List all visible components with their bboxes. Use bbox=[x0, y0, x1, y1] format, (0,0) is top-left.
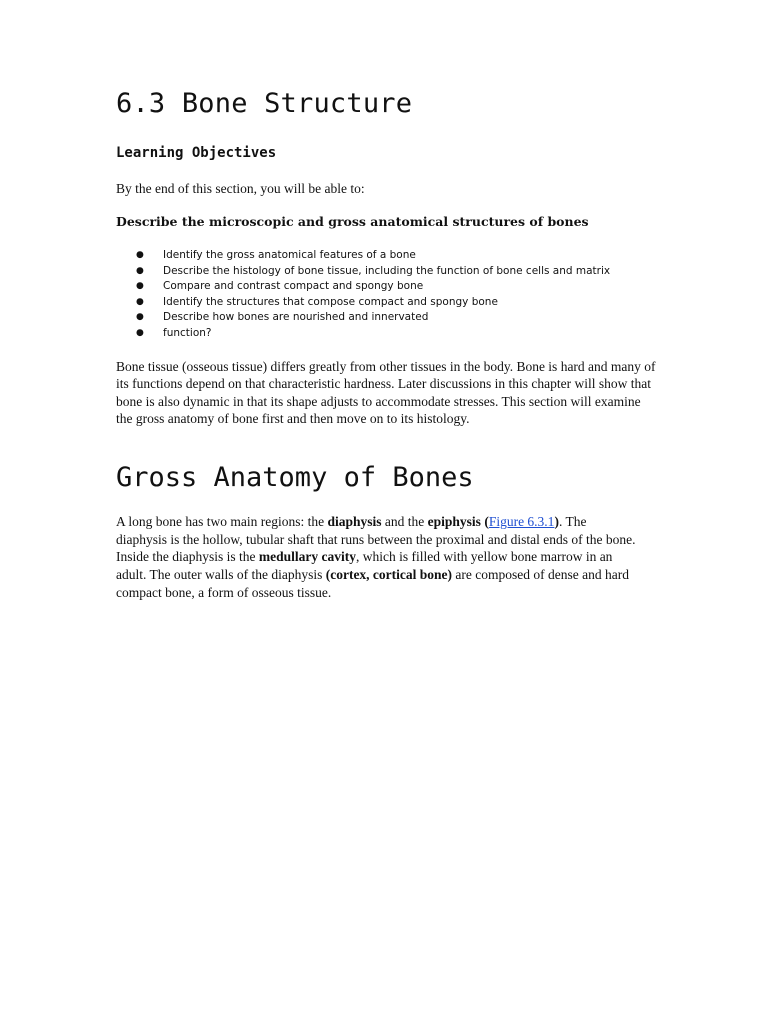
bullet-icon: ● bbox=[136, 250, 144, 260]
paren-open: ( bbox=[480, 514, 489, 529]
term-cortex: (cortex, cortical bone) bbox=[325, 567, 453, 583]
learning-objectives-heading: Learning Objectives bbox=[116, 145, 277, 161]
term-diaphysis: diaphysis bbox=[327, 514, 382, 529]
paragraph-text: . The diaphysis is the hollow, tubular shaft that runs between the proximal and distal ends of the bone. Inside the diaphysis is the bbox=[116, 514, 636, 565]
list-item bbox=[136, 248, 610, 264]
objective-text: Describe the histology of bone tissue, including the function of bone cells and matrix bbox=[163, 264, 611, 277]
paragraph-text: , which is filled with yellow bone marrow in an adult. The outer walls of the diaphysis bbox=[116, 549, 613, 583]
bullet-icon: ● bbox=[136, 265, 144, 276]
list-item bbox=[136, 326, 610, 342]
bullet-icon: ● bbox=[136, 327, 144, 338]
bullet-icon: ● bbox=[136, 296, 144, 307]
objective-text: Identify the structures that compose compact and spongy bone bbox=[163, 295, 498, 308]
objective-text: Identify the gross anatomical features of a bone bbox=[163, 249, 416, 261]
objective-text: Compare and contrast compact and spongy bone bbox=[163, 280, 424, 292]
paragraph-text: and the bbox=[381, 514, 428, 529]
term-epiphysis: epiphysis bbox=[427, 514, 481, 529]
bone-tissue-paragraph: Bone tissue (osseous tissue) differs greatly from other tissues in the body. Bone is hard and many of its functions depend on that characteristic hardness. Later discussions in this chapter will show that bone is also dynamic in that its shape adjusts to accommodate stresses. This section will examine the gross anatomy of bone first and then move on to its histology. bbox=[116, 359, 656, 426]
section-heading: Gross Anatomy of Bones bbox=[116, 462, 474, 493]
list-item bbox=[136, 264, 610, 280]
gross-anatomy-paragraph bbox=[116, 513, 636, 602]
figure-link[interactable]: Figure 6.3.1 bbox=[488, 514, 555, 529]
objective-text: function? bbox=[163, 326, 212, 339]
bullet-icon: ● bbox=[136, 281, 144, 291]
describe-heading: Describe the microscopic and gross anatomical structures of bones bbox=[116, 214, 589, 229]
paragraph-text: are composed of dense and hard compact bone, a form of osseous tissue. bbox=[116, 567, 629, 600]
list-item bbox=[136, 295, 610, 311]
intro-text: By the end of this section, you will be able to: bbox=[116, 181, 365, 196]
objective-text: Describe how bones are nourished and innervated bbox=[163, 311, 429, 323]
list-item bbox=[136, 279, 610, 295]
page-title: 6.3 Bone Structure bbox=[116, 88, 413, 119]
bullet-icon: ● bbox=[136, 312, 144, 322]
paragraph-text: A long bone has two main regions: the bbox=[116, 514, 328, 529]
term-medullary-cavity: medullary cavity bbox=[258, 549, 356, 565]
list-item bbox=[136, 310, 610, 326]
objectives-list bbox=[136, 248, 610, 341]
paren-close: ) bbox=[554, 514, 559, 529]
